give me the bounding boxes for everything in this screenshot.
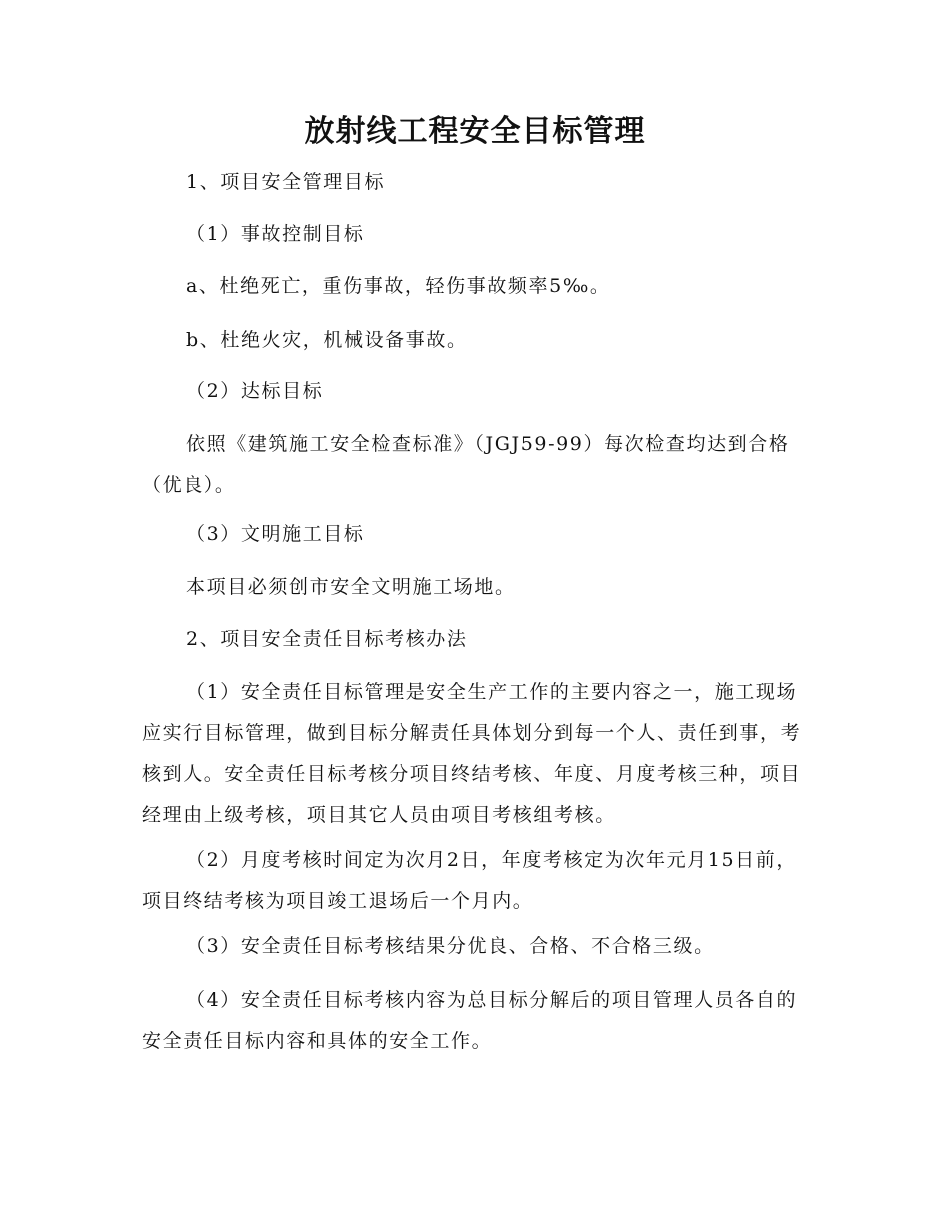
paragraph-11: （2）月度考核时间定为次月2日，年度考核定为次年元月15日前，项目终结考核为项目竣工退场后一个月内。 [142,849,797,912]
paragraph-5: （2）达标目标 [186,380,324,402]
paragraph-9: 2、项目安全责任目标考核办法 [186,628,468,650]
paragraph-12: （3）安全责任目标考核结果分优良、合格、不合格三级。 [186,935,715,957]
paragraph-8: 本项目必须创市安全文明施工场地。 [186,576,516,598]
paragraph-3: a、杜绝死亡，重伤事故，轻伤事故频率5‰。 [186,275,611,297]
paragraph-13: （4）安全责任目标考核内容为总目标分解后的项目管理人员各自的安全责任目标内容和具体的安全工作。 [142,989,798,1052]
paragraph-7: （3）文明施工目标 [186,523,365,545]
paragraph-10: （1）安全责任目标管理是安全生产工作的主要内容之一，施工现场应实行目标管理，做到目标分解责任具体划分到每一个人、责任到事，考核到人。安全责任目标考核分项目终结考核、年度、月度考核三种，项目经理由上级考核，项目其它人员由项目考核组考核。 [142,681,802,826]
paragraph-4: b、杜绝火灾，机械设备事故。 [186,329,468,351]
paragraph-6: 依照《建筑施工安全检查标准》（JGJ59-99）每次检查均达到合格（优良）。 [142,433,790,496]
paragraph-2: （1）事故控制目标 [186,223,365,245]
paragraph-1: 1、项目安全管理目标 [186,171,386,193]
document-title: 放射线工程安全目标管理 [304,114,646,149]
